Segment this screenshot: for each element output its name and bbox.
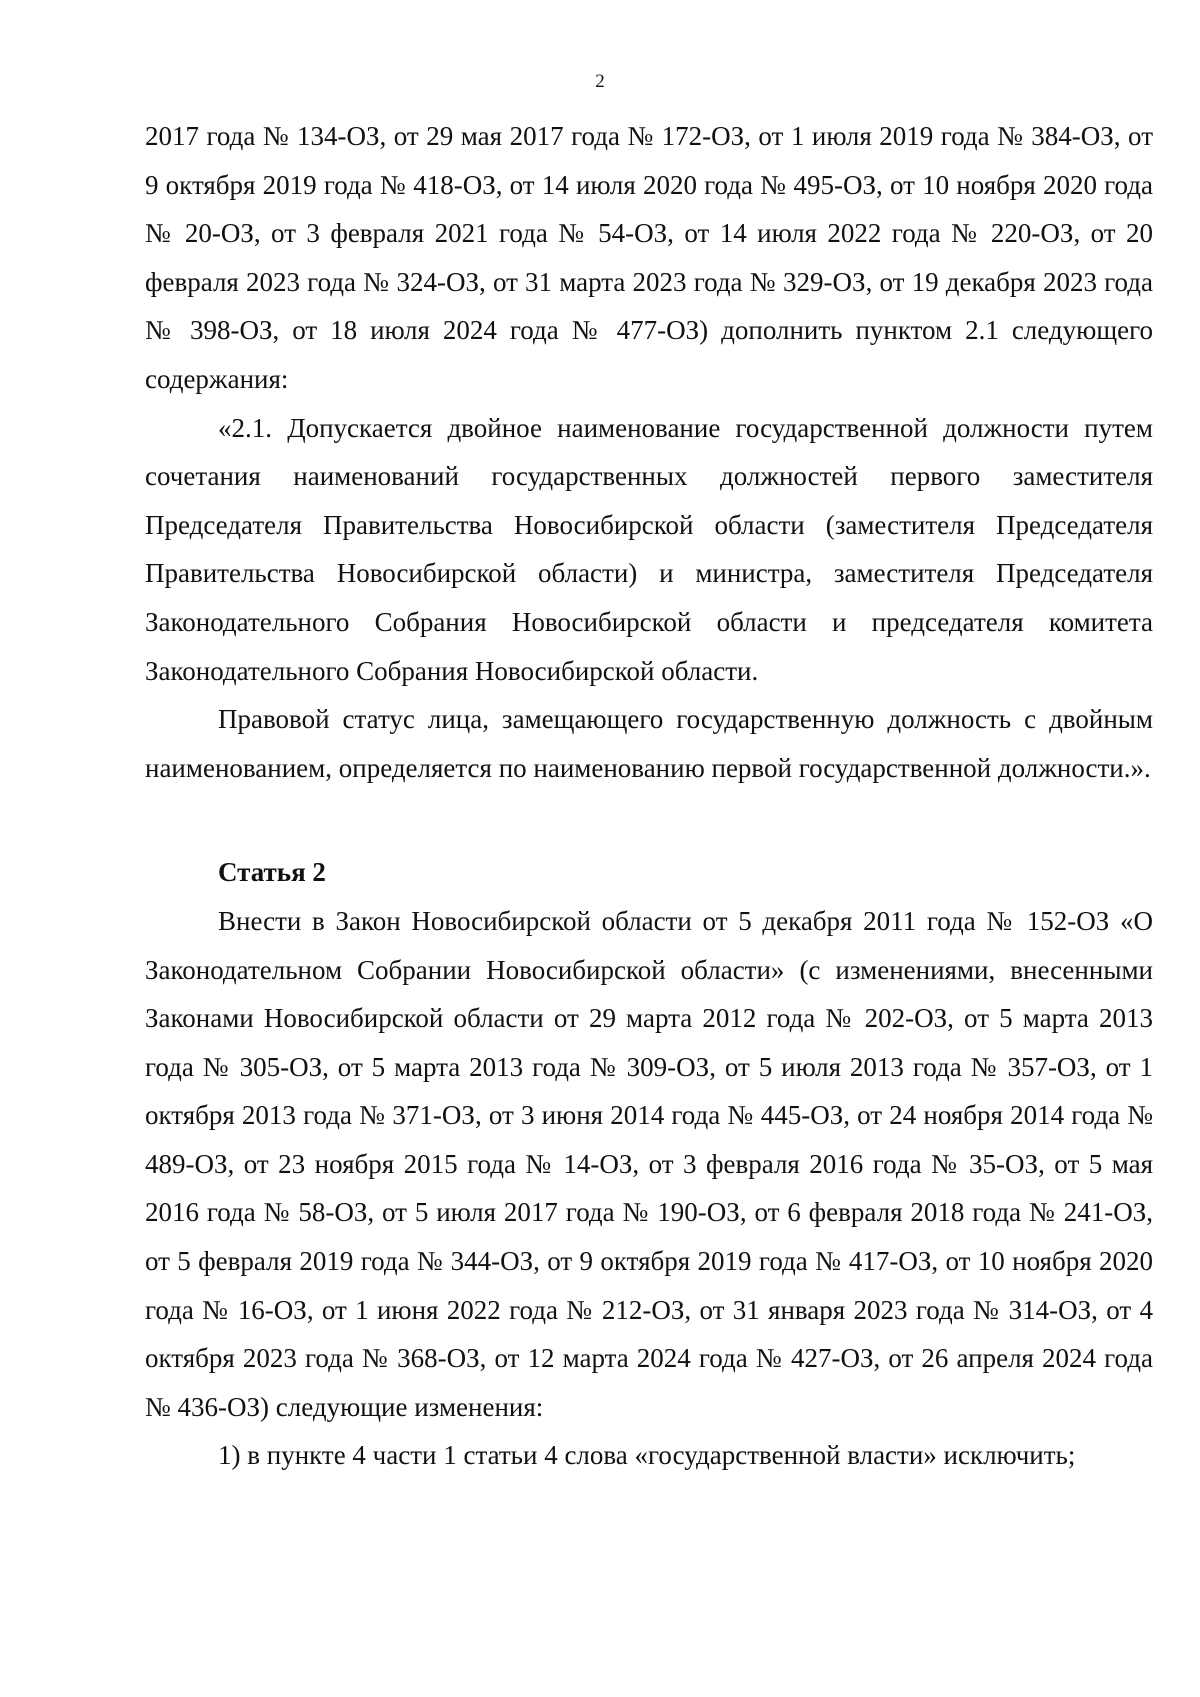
paragraph-legal-status: Правовой статус лица, замещающего государственную должность с двойным наименованием, определяется по наименованию первой государственной должности.». <box>145 704 1153 783</box>
article-heading: Статья 2 <box>218 857 326 888</box>
page-number: 2 <box>595 71 605 92</box>
document-body <box>145 112 1153 1480</box>
paragraph-article-2-intro: Внести в Закон Новосибирской области от 5 декабря 2011 года № 152-ОЗ «О Законодательном Собрании Новосибирской области» (с изменениями, внесенными Законами Новосибирской области от 29 марта 2012 года № 202-ОЗ, от 5 марта 2013 года № 305-ОЗ, от 5 марта 2013 года № 309-ОЗ, от 5 июля 2013 года № 357-ОЗ, от 1 октября 2013 года № 371-ОЗ, от 3 июня 2014 года № 445-ОЗ, от 24 ноября 2014 года № 489-ОЗ, от 23 ноября 2015 года № 14-ОЗ, от 3 февраля 2016 года № 35-ОЗ, от 5 мая 2016 года № 58-ОЗ, от 5 июля 2017 года № 190-ОЗ, от 6 февраля 2018 года № 241-ОЗ, от 5 февраля 2019 года № 344-ОЗ, от 9 октября 2019 года № 417-ОЗ, от 10 ноября 2020 года № 16-ОЗ, от 1 июня 2022 года № 212-ОЗ, от 31 января 2023 года № 314-ОЗ, от 4 октября 2023 года № 368-ОЗ, от 12 марта 2024 года № 427-ОЗ, от 26 апреля 2024 года № 436-ОЗ) следующие изменения: <box>145 905 1153 1422</box>
paragraph-item-1: 1) в пункте 4 части 1 статьи 4 слова «государственной власти» исключить; <box>218 1440 1076 1471</box>
paragraph-amendment-list: 2017 года № 134-ОЗ, от 29 мая 2017 года № 172-ОЗ, от 1 июля 2019 года № 384-ОЗ, от 9 октября 2019 года № 418-ОЗ, от 14 июля 2020 года № 495-ОЗ, от 10 ноября 2020 года № 20-ОЗ, от 3 февраля 2021 года № 54-ОЗ, от 14 июля 2022 года № 220-ОЗ, от 20 февраля 2023 года № 324-ОЗ, от 31 марта 2023 года № 329-ОЗ, от 19 декабря 2023 года № 398-ОЗ, от 18 июля 2024 года № 477-ОЗ) дополнить пунктом 2.1 следующего содержания: <box>145 121 1153 394</box>
paragraph-clause-2-1: «2.1. Допускается двойное наименование государственной должности путем сочетания наименований государственных должностей первого заместителя Председателя Правительства Новосибирской области (заместителя Председателя Правительства Новосибирской области) и министра, заместителя Председателя Законодательного Собрания Новосибирской области и председателя комитета Законодательного Собрания Новосибирской области. <box>145 412 1153 686</box>
